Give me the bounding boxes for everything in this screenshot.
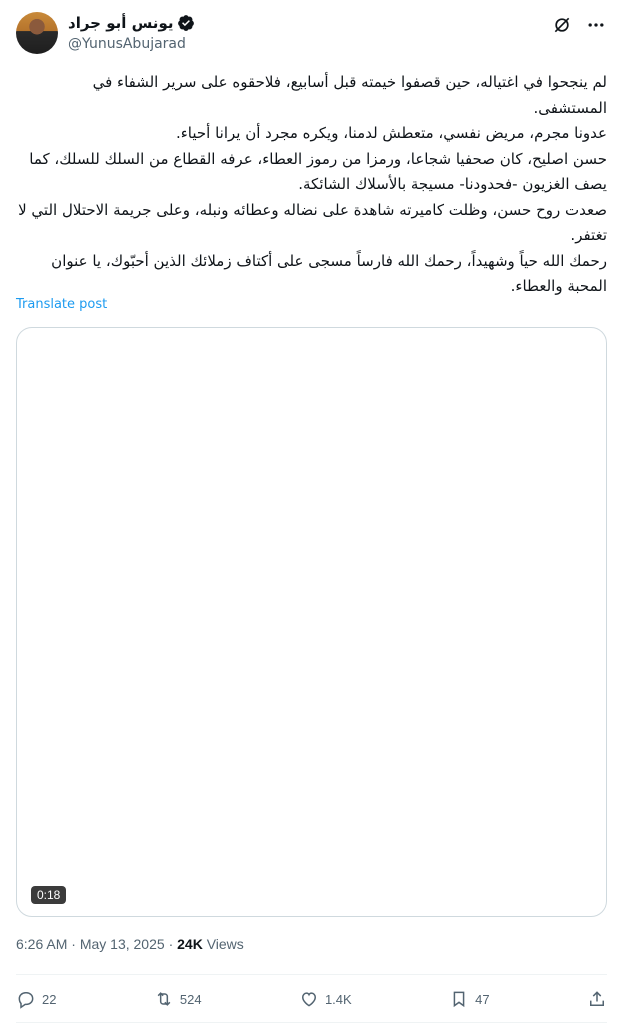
author-name[interactable]: يونس أبو جراد [68, 14, 174, 32]
video-duration-badge: 0:18 [31, 886, 66, 904]
repost-button[interactable] [154, 989, 202, 1009]
bookmark-button[interactable] [449, 989, 489, 1009]
tweet-text [16, 70, 607, 300]
views-label: Views [206, 936, 244, 952]
tweet-time[interactable]: 6:26 AM [16, 936, 68, 952]
views-count[interactable]: 24K [177, 936, 203, 952]
header-actions [551, 14, 607, 36]
divider [16, 974, 607, 975]
tweet-paragraph: لم ينجحوا في اغتياله، حين قصفوا خيمته قبل أسابيع، فلاحقوه على سرير الشفاء في المستشفى. [92, 73, 607, 117]
share-icon [587, 989, 607, 1009]
more-icon[interactable] [585, 14, 607, 36]
meta-separator: · [71, 936, 76, 952]
bookmark-count: 47 [475, 991, 490, 1007]
share-button[interactable] [587, 989, 607, 1009]
tweet-paragraph: حسن اصليح، كان صحفيا شجاعا، ورمزا من رموز العطاء، عرفه القطاع من السلك للسلك، كما يصف الغزيون -فحدودنا- مسيجة بالأسلاك الشائكة. [29, 149, 607, 193]
like-button[interactable] [299, 989, 352, 1009]
like-count: 1.4K [324, 991, 352, 1007]
reply-button[interactable] [16, 989, 56, 1009]
grok-icon[interactable] [551, 14, 573, 36]
author-handle[interactable]: @YunusAbujarad [68, 36, 186, 52]
video-player[interactable] [16, 327, 607, 917]
repost-count: 524 [179, 991, 202, 1007]
heart-icon [299, 989, 319, 1009]
tweet-meta [16, 936, 244, 952]
repost-icon [154, 989, 174, 1009]
tweet-header [16, 12, 607, 56]
tweet-paragraph: رحمك الله حياً وشهيداً، رحمك الله فارساً مسجى على أكتاف زملائك الذين أحبّوك، يا عنوان المحبة والعطاء. [51, 251, 607, 295]
tweet-date[interactable]: May 13, 2025 [79, 936, 165, 952]
translate-post-link[interactable]: Translate post [16, 297, 108, 312]
bookmark-icon [449, 989, 469, 1009]
divider [16, 1022, 607, 1023]
action-bar [16, 984, 607, 1014]
tweet-paragraph: عدونا مجرم، مريض نفسي، متعطش لدمنا، ويكره مجرد أن يرانا أحياء. [175, 124, 607, 142]
meta-separator: · [168, 936, 174, 952]
tweet-paragraph: صعدت روح حسن، وظلت كاميرته شاهدة على نضاله وعطائه ونبله، وعلى جريمة الاحتلال التي لا تغتفر. [18, 200, 607, 244]
verified-badge-icon [177, 14, 195, 32]
avatar[interactable] [16, 12, 58, 54]
author-name-row [68, 14, 195, 32]
reply-icon [16, 989, 36, 1009]
reply-count: 22 [42, 991, 57, 1007]
